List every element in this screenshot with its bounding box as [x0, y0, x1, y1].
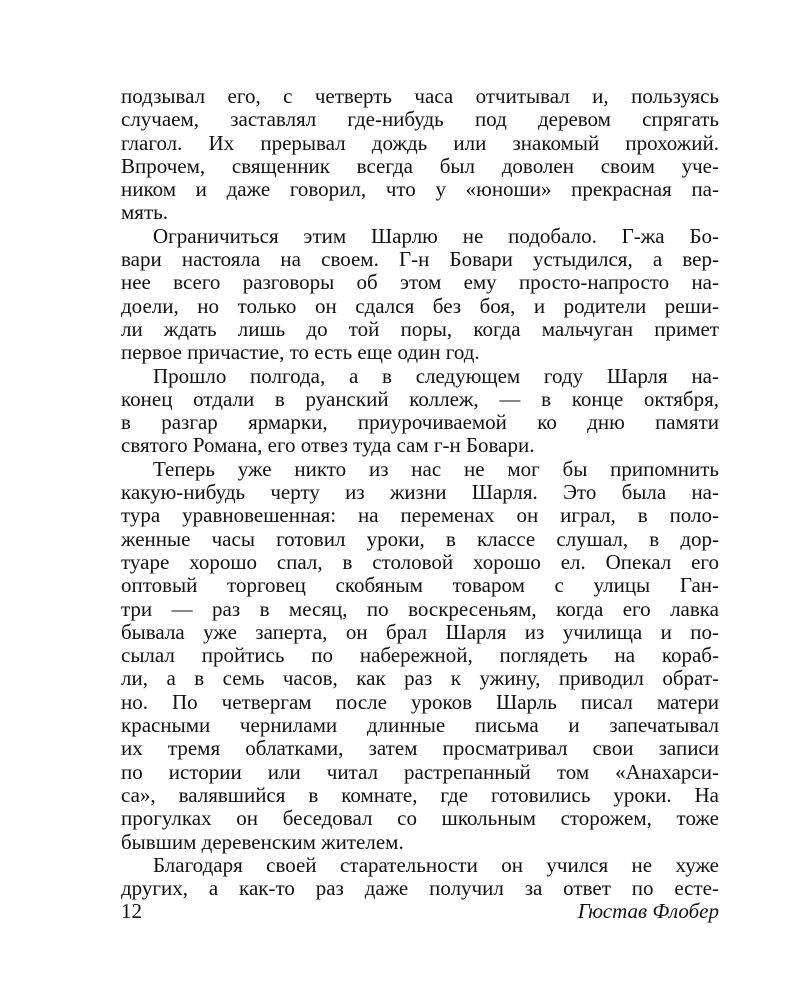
text-line: туаре хорошо спал, в столовой хорошо ел. Опекал его: [121, 549, 719, 574]
paragraph-2: [121, 225, 719, 365]
text-line: красными чернилами длинные письма и запечатывал: [121, 713, 719, 738]
text-line: Впрочем, священник всегда был доволен своим уче-: [121, 153, 719, 178]
paragraph-1: [121, 85, 719, 225]
text-line: вари настояла на своем. Г-н Бовари устыдился, а вер-: [121, 247, 719, 272]
text-line: доели, но только он сдался без боя, и родители реши-: [121, 293, 719, 318]
text-line: глагол. Их прерывал дождь или знакомый прохожий.: [121, 130, 719, 155]
text-line: тура уравновешенная: на переменах он играл, в поло-: [121, 503, 719, 528]
text-line: их тремя облатками, затем просматривал свои записи: [121, 736, 719, 761]
text-line: ником и даже говорил, что у «юноши» прекрасная па-: [121, 177, 719, 202]
text-line: бывала уже заперта, он брал Шарля из училища и по-: [121, 619, 719, 644]
text-line: бывшим деревенским жителем.: [121, 829, 404, 854]
text-line: ли, а в семь часов, как раз к ужину, приводил обрат-: [121, 666, 719, 691]
page-footer: [121, 897, 719, 925]
text-line: са», валявшийся в комнате, где готовились уроки. На: [121, 782, 719, 807]
text-line: но. По четвергам после уроков Шарль писал матери: [121, 689, 719, 714]
body-text: [121, 85, 719, 900]
text-line: других, а как-то раз даже получил за ответ по есте-: [121, 876, 719, 901]
text-line: Благодаря своей старательности он учился не хуже: [153, 852, 719, 877]
text-line: конец отдали в руанский коллеж, — в конце октября,: [121, 386, 719, 411]
text-line: Ограничиться этим Шарлю не подобало. Г-жа Бо-: [153, 223, 719, 248]
text-line: женные часы готовил уроки, в классе слушал, в дор-: [121, 526, 719, 551]
text-line: первое причастие, то есть еще один год.: [121, 340, 480, 365]
text-line: какую-нибудь черту из жизни Шарля. Это была на-: [121, 480, 719, 505]
text-line: ли ждать лишь до той поры, когда мальчуган примет: [121, 316, 719, 341]
text-line: подзывал его, с четверть часа отчитывал и, пользуясь: [121, 84, 719, 108]
text-line: по истории или читал растрепанный том «Анахарси-: [121, 759, 719, 784]
text-line: мять.: [121, 200, 168, 225]
text-line: нее всего разговоры об этом ему просто-напросто на-: [121, 270, 719, 295]
paragraph-5: [121, 854, 719, 901]
text-line: прогулках он беседовал со школьным сторожем, тоже: [121, 806, 719, 831]
running-footer-author: Гюстав Флобер: [577, 899, 719, 923]
text-line: три — раз в месяц, по воскресеньям, когда его лавка: [121, 596, 719, 621]
text-line: святого Романа, его отвез туда сам г-н Бовари.: [121, 433, 535, 458]
text-line: в разгар ярмарки, приурочиваемой ко дню памяти: [121, 410, 719, 435]
page-number: 12: [121, 899, 142, 923]
text-line: Прошло полгода, а в следующем году Шарля на-: [153, 363, 719, 388]
paragraph-3: [121, 365, 719, 458]
text-line: Теперь уже никто из нас не мог бы припомнить: [153, 456, 719, 481]
paragraph-4: [121, 458, 719, 854]
text-line: сылал пройтись по набережной, поглядеть на кораб-: [121, 643, 719, 668]
text-line: случаем, заставлял где-нибудь под деревом спрягать: [121, 107, 719, 132]
text-line: оптовый торговец скобяным товаром с улицы Ган-: [121, 573, 719, 598]
